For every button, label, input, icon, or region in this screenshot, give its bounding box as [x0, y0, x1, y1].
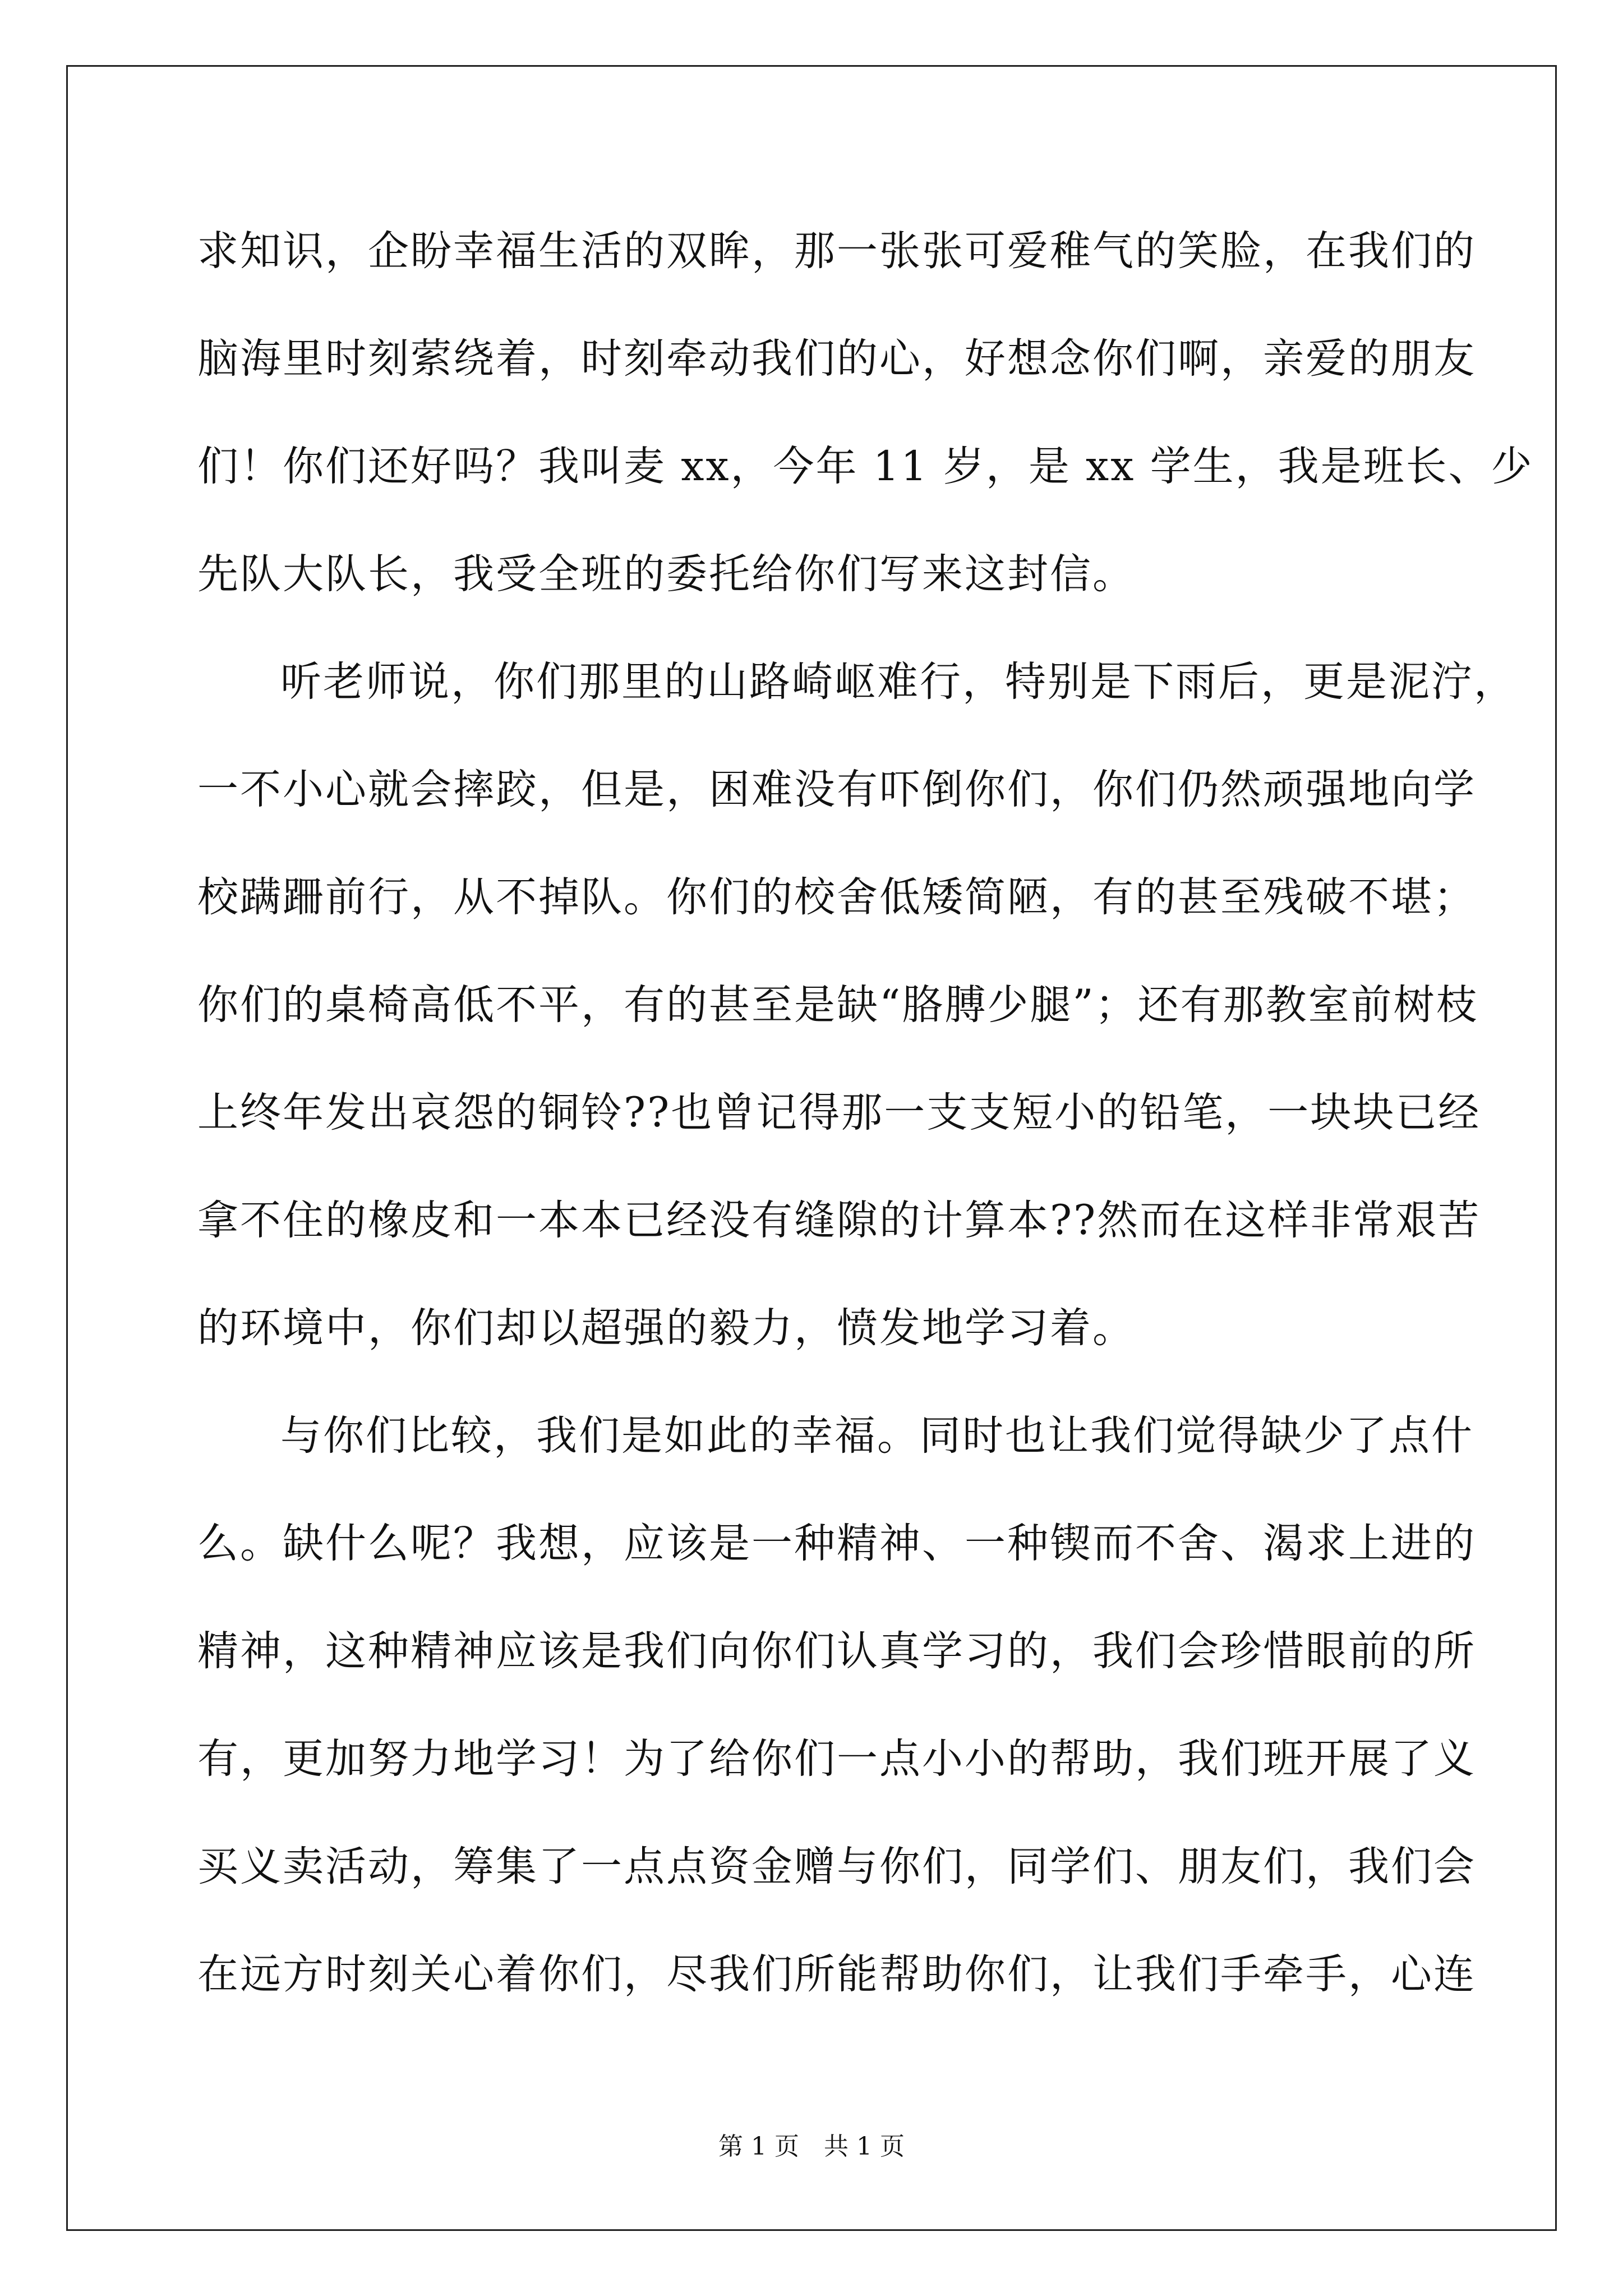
text-line: 买义卖活动，筹集了一点点资金赠与你们，同学们、朋友们，我们会	[197, 1843, 1476, 1890]
text-line: 精神，这种精神应该是我们向你们认真学习的，我们会珍惜眼前的所	[197, 1627, 1476, 1675]
text-line: 在远方时刻关心着你们，尽我们所能帮助你们，让我们手牵手，心连	[197, 1950, 1476, 1998]
text-line: 脑海里时刻萦绕着，时刻牵动我们的心，好想念你们啊，亲爱的朋友	[197, 335, 1476, 383]
page-footer	[0, 2126, 1623, 2162]
text-line: 么。缺什么呢？我想，应该是一种精神、一种锲而不舍、渴求上进的	[197, 1520, 1476, 1567]
letter-body	[197, 209, 1534, 2040]
text-line: 们！你们还好吗？我叫麦 xx，今年 11 岁，是 xx 学生，我是班长、少	[197, 443, 1534, 490]
text-line: 你们的桌椅高低不平，有的甚至是缺“胳膊少腿”；还有那教室前树枝	[197, 981, 1479, 1029]
text-line: 一不小心就会摔跤，但是，困难没有吓倒你们，你们仍然顽强地向学	[197, 766, 1476, 813]
paragraph-first-line: 听老师说，你们那里的山路崎岖难行，特别是下雨后，更是泥泞，	[280, 658, 1516, 706]
page-number: 第 1 页	[718, 2132, 799, 2161]
text-line: 求知识，企盼幸福生活的双眸，那一张张可爱稚气的笑脸，在我们的	[197, 227, 1476, 275]
text-line: 校蹒跚前行，从不掉队。你们的校舍低矮简陋，有的甚至残破不堪；	[197, 873, 1476, 921]
text-line: 上终年发出哀怨的铜铃??也曾记得那一支支短小的铅笔，一块块已经	[197, 1089, 1481, 1137]
text-line: 先队大队长，我受全班的委托给你们写来这封信。	[197, 550, 1135, 598]
paragraph-first-line: 与你们比较，我们是如此的幸福。同时也让我们觉得缺少了点什	[280, 1412, 1474, 1460]
text-line: 有，更加努力地学习！为了给你们一点小小的帮助，我们班开展了义	[197, 1735, 1476, 1783]
text-line: 拿不住的橡皮和一本本已经没有缝隙的计算本??然而在这样非常艰苦	[197, 1197, 1481, 1244]
page-total: 共 1 页	[824, 2132, 905, 2161]
text-line: 的环境中，你们却以超强的毅力，愤发地学习着。	[197, 1304, 1135, 1352]
